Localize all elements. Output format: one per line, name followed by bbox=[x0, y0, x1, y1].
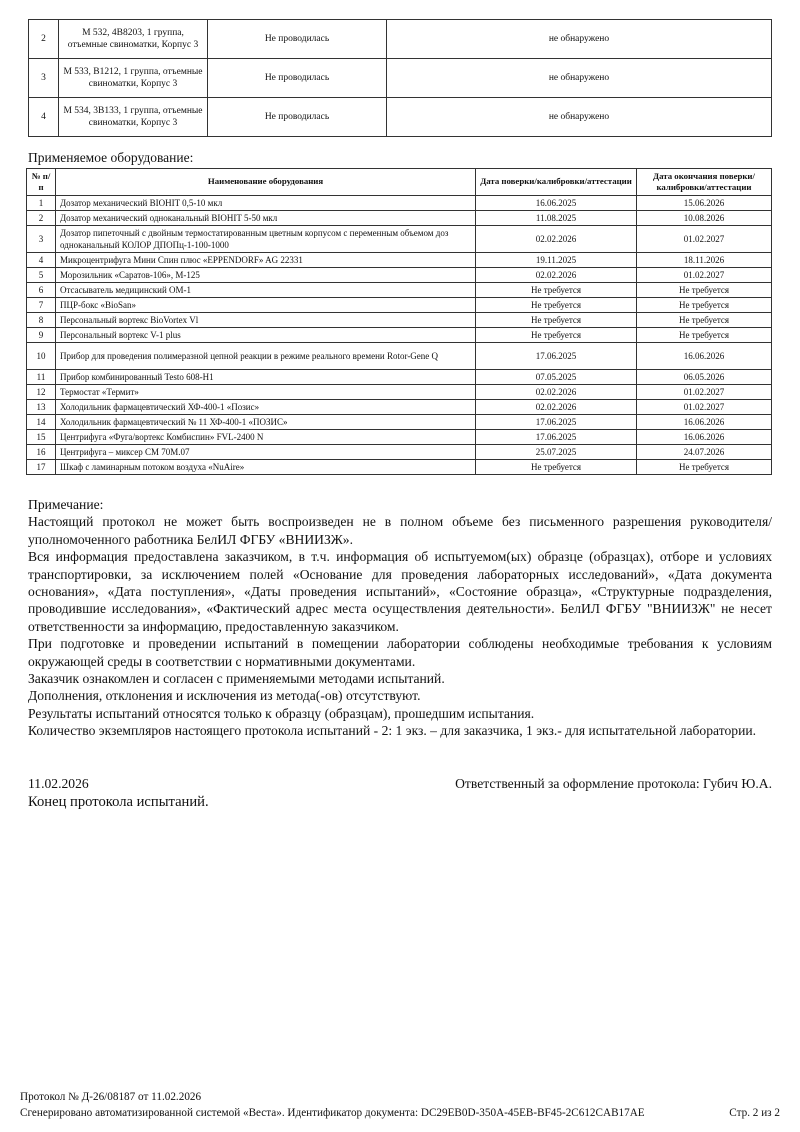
calibration-date: 02.02.2026 bbox=[476, 268, 637, 283]
equipment-number: 9 bbox=[27, 328, 56, 343]
equipment-number: 5 bbox=[27, 268, 56, 283]
equipment-name: Морозильник «Саратов-106», М-125 bbox=[56, 268, 476, 283]
equipment-number: 2 bbox=[27, 211, 56, 226]
header-number: № п/п bbox=[27, 169, 56, 196]
table-row bbox=[27, 460, 772, 475]
calibration-end-date: Не требуется bbox=[637, 328, 772, 343]
note-paragraph: При подготовке и проведении испытаний в помещении лаборатории соблюдены необходимые требования к условиям окружающей среды в соответствии с нормативными документами. bbox=[28, 636, 772, 669]
equipment-name: Холодильник фармацевтический ХФ-400-1 «Позис» bbox=[56, 400, 476, 415]
samples-table-body bbox=[29, 20, 772, 137]
equipment-number: 17 bbox=[27, 460, 56, 475]
equipment-name: Шкаф с ламинарным потоком воздуха «NuAire» bbox=[56, 460, 476, 475]
responsible-person: Ответственный за оформление протокола: Губич Ю.А. bbox=[455, 776, 772, 791]
calibration-date: 25.07.2025 bbox=[476, 445, 637, 460]
table-row bbox=[27, 415, 772, 430]
equipment-number: 16 bbox=[27, 445, 56, 460]
equipment-name: Дозатор механический BIOHIT 0,5-10 мкл bbox=[56, 196, 476, 211]
calibration-date: Не требуется bbox=[476, 328, 637, 343]
equipment-number: 10 bbox=[27, 343, 56, 370]
calibration-end-date: 01.02.2027 bbox=[637, 400, 772, 415]
notes-label: Примечание: bbox=[28, 497, 104, 512]
sample-status: Не проводилась bbox=[208, 98, 387, 137]
equipment-name: Центрифуга – миксер СМ 70М.07 bbox=[56, 445, 476, 460]
equipment-name: Персональный вортекс V-1 plus bbox=[56, 328, 476, 343]
calibration-date: 17.06.2025 bbox=[476, 430, 637, 445]
note-paragraph: Заказчик ознакомлен и согласен с применяемыми методами испытаний. bbox=[28, 671, 445, 687]
note-paragraph: Вся информация предоставлена заказчиком, в т.ч. информация об испытуемом(ых) образце (образцах), отборе и условиях транспортировки, за исключением полей «Основание для проведения лабораторных исследований», «Дата документа основания», «Дата поступления», «Даты проведения испытаний», «Состояние образца», «Структурные подразделения, проводившие исследования», «Фактический адрес места осуществления деятельности». БелИЛ ФГБУ "ВНИИЗЖ" не несет ответственности за информацию, предоставленную заказчиком. bbox=[28, 549, 772, 634]
calibration-end-date: 24.07.2026 bbox=[637, 445, 772, 460]
calibration-end-date: Не требуется bbox=[637, 313, 772, 328]
calibration-end-date: Не требуется bbox=[637, 298, 772, 313]
header-date-end: Дата окончания поверки/калибровки/аттестации bbox=[637, 169, 772, 196]
calibration-date: 17.06.2025 bbox=[476, 343, 637, 370]
table-row bbox=[27, 343, 772, 370]
table-row bbox=[27, 370, 772, 385]
calibration-date: Не требуется bbox=[476, 313, 637, 328]
signature-date: 11.02.2026 bbox=[28, 776, 89, 791]
equipment-name: Центрифуга «Фуга/вортекс Комбиспин» FVL-2400 N bbox=[56, 430, 476, 445]
sample-number: 2 bbox=[29, 20, 59, 59]
calibration-date: Не требуется bbox=[476, 298, 637, 313]
table-row bbox=[29, 59, 772, 98]
header-date-start: Дата поверки/калибровки/аттестации bbox=[476, 169, 637, 196]
equipment-header-row bbox=[27, 169, 772, 196]
calibration-date: 02.02.2026 bbox=[476, 385, 637, 400]
equipment-number: 13 bbox=[27, 400, 56, 415]
sample-description: М 534, 3В133, 1 группа, отъемные свиноматки, Корпус 3 bbox=[59, 98, 208, 137]
equipment-name: Холодильник фармацевтический № 11 ХФ-400-1 «ПОЗИС» bbox=[56, 415, 476, 430]
table-row bbox=[27, 400, 772, 415]
sample-result: не обнаружено bbox=[387, 98, 772, 137]
sample-number: 4 bbox=[29, 98, 59, 137]
equipment-number: 14 bbox=[27, 415, 56, 430]
equipment-number: 8 bbox=[27, 313, 56, 328]
equipment-number: 12 bbox=[27, 385, 56, 400]
equipment-number: 11 bbox=[27, 370, 56, 385]
calibration-end-date: Не требуется bbox=[637, 460, 772, 475]
table-row bbox=[27, 298, 772, 313]
calibration-end-date: Не требуется bbox=[637, 283, 772, 298]
equipment-name: Персональный вортекс BioVortex Vl bbox=[56, 313, 476, 328]
note-paragraph: Настоящий протокол не может быть воспроизведен не в полном объеме без письменного разрешения руководителя/уполномоченного работника БелИЛ ФГБУ «ВНИИЗЖ». bbox=[28, 514, 772, 547]
calibration-end-date: 01.02.2027 bbox=[637, 385, 772, 400]
table-row bbox=[27, 211, 772, 226]
table-row bbox=[27, 268, 772, 283]
table-row bbox=[27, 196, 772, 211]
equipment-number: 6 bbox=[27, 283, 56, 298]
table-row bbox=[27, 385, 772, 400]
table-row bbox=[27, 253, 772, 268]
calibration-end-date: 16.06.2026 bbox=[637, 415, 772, 430]
calibration-end-date: 01.02.2027 bbox=[637, 226, 772, 253]
calibration-end-date: 06.05.2026 bbox=[637, 370, 772, 385]
sample-number: 3 bbox=[29, 59, 59, 98]
table-row bbox=[27, 328, 772, 343]
calibration-date: Не требуется bbox=[476, 460, 637, 475]
calibration-end-date: 16.06.2026 bbox=[637, 343, 772, 370]
note-paragraph: Результаты испытаний относятся только к образцу (образцам), прошедшим испытания. bbox=[28, 705, 535, 721]
table-row bbox=[29, 98, 772, 137]
equipment-number: 7 bbox=[27, 298, 56, 313]
equipment-number: 3 bbox=[27, 226, 56, 253]
equipment-table bbox=[26, 168, 772, 475]
equipment-name: Прибор комбинированный Testo 608-H1 bbox=[56, 370, 476, 385]
table-row bbox=[29, 20, 772, 59]
equipment-name: Микроцентрифуга Мини Спин плюс «EPPENDORF» AG 22331 bbox=[56, 253, 476, 268]
calibration-date: 16.06.2025 bbox=[476, 196, 637, 211]
samples-results-table bbox=[28, 19, 772, 137]
calibration-date: 02.02.2026 bbox=[476, 226, 637, 253]
equipment-name: Прибор для проведения полимеразной цепной реакции в режиме реального времени Rotor-Gene Q bbox=[56, 343, 476, 370]
footer-page-number: Стр. 2 из 2 bbox=[729, 1107, 780, 1119]
calibration-date: Не требуется bbox=[476, 283, 637, 298]
equipment-heading: Применяемое оборудование: bbox=[28, 150, 194, 165]
calibration-end-date: 01.02.2027 bbox=[637, 268, 772, 283]
calibration-end-date: 10.08.2026 bbox=[637, 211, 772, 226]
table-row bbox=[27, 226, 772, 253]
end-of-protocol: Конец протокола испытаний. bbox=[28, 794, 209, 810]
sample-description: М 533, В1212, 1 группа, отъемные свиноматки, Корпус 3 bbox=[59, 59, 208, 98]
sample-result: не обнаружено bbox=[387, 20, 772, 59]
equipment-name: ПЦР-бокс «BioSan» bbox=[56, 298, 476, 313]
equipment-table-body bbox=[27, 196, 772, 475]
equipment-number: 4 bbox=[27, 253, 56, 268]
note-paragraph: Дополнения, отклонения и исключения из метода(-ов) отсутствуют. bbox=[28, 688, 421, 704]
equipment-number: 15 bbox=[27, 430, 56, 445]
notes-section bbox=[28, 496, 772, 740]
footer-generated-by: Сгенерировано автоматизированной системой «Веста». Идентификатор документа: DC29EB0D-350A-45EB-BF45-2C612CAB17AE bbox=[20, 1107, 645, 1119]
equipment-name: Дозатор пипеточный с двойным термостатированным цветным корпусом с переменным объемом доз одноканальный КОЛОР ДПОПц-1-100-1000 bbox=[56, 226, 476, 253]
table-row bbox=[27, 283, 772, 298]
equipment-number: 1 bbox=[27, 196, 56, 211]
footer-protocol-number: Протокол № Д-26/08187 от 11.02.2026 bbox=[20, 1091, 202, 1103]
table-row bbox=[27, 445, 772, 460]
equipment-name: Термостат «Термит» bbox=[56, 385, 476, 400]
note-paragraph: Количество экземпляров настоящего протокола испытаний - 2: 1 экз. – для заказчика, 1 экз.- для испытательной лаборатории. bbox=[28, 723, 757, 739]
calibration-date: 07.05.2025 bbox=[476, 370, 637, 385]
table-row bbox=[27, 430, 772, 445]
calibration-date: 11.08.2025 bbox=[476, 211, 637, 226]
calibration-date: 19.11.2025 bbox=[476, 253, 637, 268]
calibration-end-date: 15.06.2026 bbox=[637, 196, 772, 211]
equipment-name: Отсасыватель медицинский ОМ-1 bbox=[56, 283, 476, 298]
table-row bbox=[27, 313, 772, 328]
calibration-end-date: 16.06.2026 bbox=[637, 430, 772, 445]
header-name: Наименование оборудования bbox=[56, 169, 476, 196]
sample-status: Не проводилась bbox=[208, 20, 387, 59]
sample-result: не обнаружено bbox=[387, 59, 772, 98]
calibration-date: 02.02.2026 bbox=[476, 400, 637, 415]
calibration-end-date: 18.11.2026 bbox=[637, 253, 772, 268]
sample-description: М 532, 4В8203, 1 группа, отъемные свиноматки, Корпус 3 bbox=[59, 20, 208, 59]
equipment-name: Дозатор механический одноканальный BIOHIT 5-50 мкл bbox=[56, 211, 476, 226]
sample-status: Не проводилась bbox=[208, 59, 387, 98]
calibration-date: 17.06.2025 bbox=[476, 415, 637, 430]
